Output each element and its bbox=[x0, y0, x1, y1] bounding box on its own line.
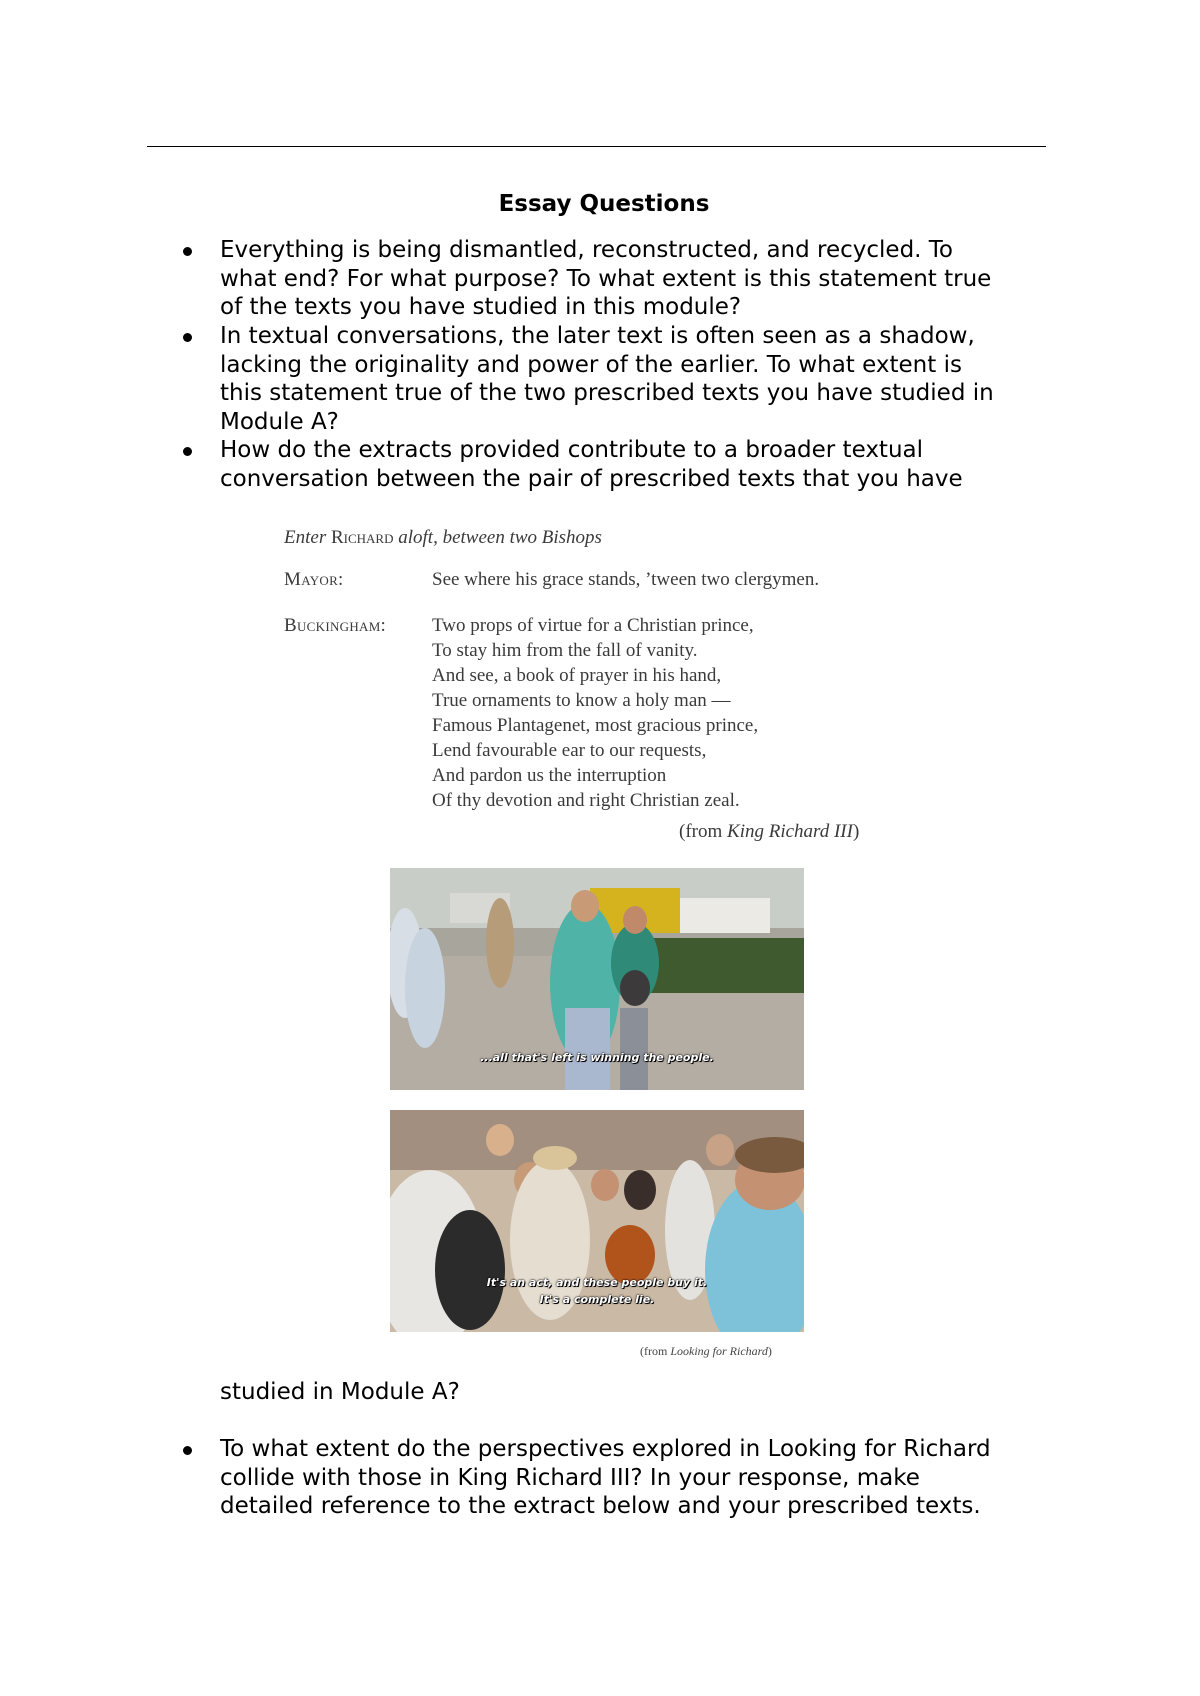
bullet-icon bbox=[183, 447, 192, 456]
stage-direction bbox=[284, 527, 602, 549]
play-source-suffix: ) bbox=[852, 821, 860, 842]
film-still-2-subtitle-1: It's an act, and these people buy it. bbox=[486, 1276, 708, 1289]
bullet-icon bbox=[183, 1446, 192, 1455]
speech-line: Lend favourable ear to our requests, bbox=[432, 740, 707, 761]
question-line: this statement true of the two prescribed texts you have studied in bbox=[220, 380, 994, 406]
film-still-2 bbox=[390, 1110, 804, 1332]
film-source-title: Looking for Richard bbox=[670, 1344, 768, 1358]
speech-mayor bbox=[432, 567, 819, 592]
bullet-icon bbox=[183, 333, 192, 342]
question-line: lacking the originality and power of the earlier. To what extent is bbox=[220, 351, 962, 378]
question-1 bbox=[220, 236, 1060, 322]
play-source-title: King Richard III bbox=[727, 821, 853, 842]
bullet-icon bbox=[183, 247, 192, 256]
question-line: Everything is being dismantled, reconstructed, and recycled. To bbox=[220, 237, 954, 263]
question-2 bbox=[220, 322, 1060, 436]
question-line: Module A? bbox=[220, 408, 339, 435]
question-line: of the texts you have studied in this module? bbox=[220, 294, 742, 320]
film-source-prefix: (from bbox=[640, 1344, 671, 1358]
speech-line: Famous Plantagenet, most gracious prince, bbox=[432, 715, 759, 736]
speaker-buckingham: Buckingham: bbox=[284, 615, 387, 636]
question-line: To what extent do the perspectives explored in Looking for Richard bbox=[220, 1436, 991, 1462]
speech-line: Of thy devotion and right Christian zeal. bbox=[432, 790, 740, 811]
question-line: studied in Module A? bbox=[220, 1379, 460, 1405]
film-still-1 bbox=[390, 868, 804, 1090]
question-line: How do the extracts provided contribute to a broader textual bbox=[220, 437, 924, 463]
header-rule bbox=[147, 146, 1046, 147]
speech-line: True ornaments to know a holy man — bbox=[432, 690, 731, 711]
speech-buckingham bbox=[432, 613, 758, 813]
play-source bbox=[679, 821, 859, 843]
play-source-prefix: (from bbox=[679, 821, 728, 842]
film-still-2-subtitle-2: It's a complete lie. bbox=[539, 1293, 655, 1306]
question-3 bbox=[220, 436, 1060, 493]
speech-line: See where his grace stands, ’tween two clergymen. bbox=[432, 569, 820, 590]
speech-line: And pardon us the interruption bbox=[432, 765, 667, 786]
stage-direction-post: aloft, between two Bishops bbox=[393, 527, 602, 548]
speech-line: Two props of virtue for a Christian prince, bbox=[432, 615, 754, 636]
question-line: conversation between the pair of prescribed texts that you have bbox=[220, 465, 963, 492]
question-line: what end? For what purpose? To what extent is this statement true bbox=[220, 265, 992, 292]
film-source-suffix: ) bbox=[767, 1344, 772, 1358]
speaker-mayor: Mayor: bbox=[284, 569, 344, 590]
question-line: detailed reference to the extract below and your prescribed texts. bbox=[220, 1493, 981, 1519]
film-source bbox=[640, 1344, 772, 1359]
question-line: In textual conversations, the later text is often seen as a shadow, bbox=[220, 323, 975, 349]
speech-line: To stay him from the fall of vanity. bbox=[432, 640, 698, 661]
question-4 bbox=[220, 1435, 1060, 1521]
page-title: Essay Questions bbox=[498, 191, 710, 217]
speech-line: And see, a book of prayer in his hand, bbox=[432, 665, 722, 686]
question-3-continuation bbox=[220, 1378, 1060, 1407]
film-still-1-subtitle: ...all that's left is winning the people. bbox=[480, 1051, 714, 1064]
question-line: collide with those in King Richard III? In your response, make bbox=[220, 1464, 920, 1491]
stage-direction-name: Richard bbox=[330, 527, 394, 548]
stage-direction-pre: Enter bbox=[284, 527, 331, 548]
